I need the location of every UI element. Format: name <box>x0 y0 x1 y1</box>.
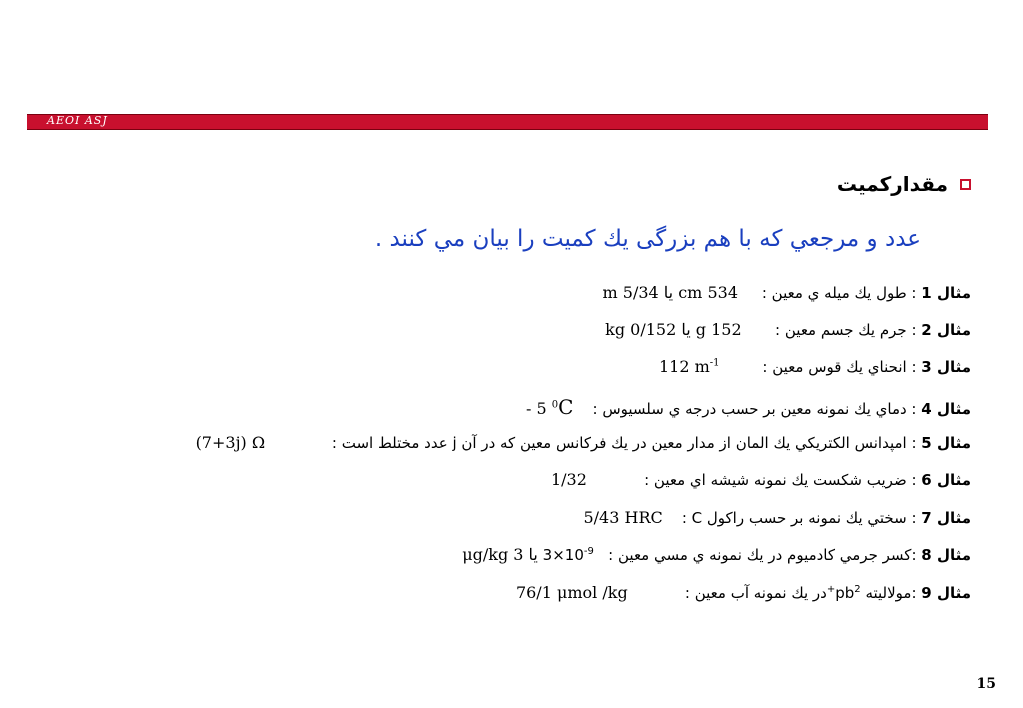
example-label: مثال 1 <box>921 284 971 302</box>
example-3 <box>659 357 971 376</box>
example-label: مثال 3 <box>921 358 971 376</box>
section-heading <box>837 172 971 196</box>
example-label: مثال 2 <box>921 321 971 339</box>
example-label: مثال 9 <box>921 584 971 602</box>
example-value: 112 $m^{-1}$ <box>658 357 720 376</box>
example-label: مثال 4 <box>921 400 971 418</box>
banner-logo: AEOI ASJ <box>47 114 108 127</box>
example-7 <box>583 508 971 527</box>
example-8 <box>462 545 971 564</box>
example-text: : دماي يك نمونه معين بر حسب درجه ي سلسيوس : <box>592 400 917 418</box>
definition-text: عدد و مرجعي كه با هم بزرگی يك كميت را بيان مي كنند . <box>374 226 921 252</box>
example-value: $3\times 10^{-9}$ يا 3 μg/kg <box>462 545 594 564</box>
example-value: (7+3j) Ω <box>195 433 266 452</box>
example-text: :مولاليته $pb^{2+}در$ يك نمونه آب معين : <box>684 584 917 602</box>
example-1 <box>603 283 971 302</box>
example-label: مثال 6 <box>921 471 971 489</box>
example-text: : ضريب شكست يك نمونه شيشه اي معين : <box>644 471 917 489</box>
example-label: مثال 7 <box>921 509 971 527</box>
example-text: : امپدانس الكتريكي يك المان از مدار معين در يك فركانس معين كه در آن j عدد مختلط است : <box>331 434 917 452</box>
example-4 <box>526 395 971 419</box>
example-value: 1/32 <box>550 470 587 489</box>
square-bullet-icon <box>960 179 971 190</box>
example-text: : انحناي يك قوس معين : <box>762 358 917 376</box>
example-9 <box>516 583 971 602</box>
example-6 <box>551 470 971 489</box>
example-text: : سختي يك نمونه بر حسب راكول C : <box>681 509 917 527</box>
example-5 <box>196 433 971 452</box>
example-text: : طول يك ميله ي معين : <box>761 284 917 302</box>
example-value: 152 g يا 0/152 kg <box>605 320 742 339</box>
example-2 <box>605 320 971 339</box>
example-label: مثال 5 <box>921 434 971 452</box>
page-number: 15 <box>976 676 996 692</box>
heading-text: مقدارکمیت <box>836 172 948 196</box>
example-value: 534 cm يا 5/34 m <box>602 283 738 302</box>
example-text: : جرم يك جسم معين : <box>775 321 917 339</box>
top-banner <box>27 114 988 130</box>
example-value: - 5 $^0$C <box>525 395 574 419</box>
example-label: مثال 8 <box>921 546 971 564</box>
example-value: 76/1 μmol /kg <box>515 583 628 602</box>
example-text: :كسر جرمي كادميوم در يك نمونه ي مسي معين : <box>608 546 917 564</box>
example-value: 5/43 HRC <box>583 508 663 527</box>
